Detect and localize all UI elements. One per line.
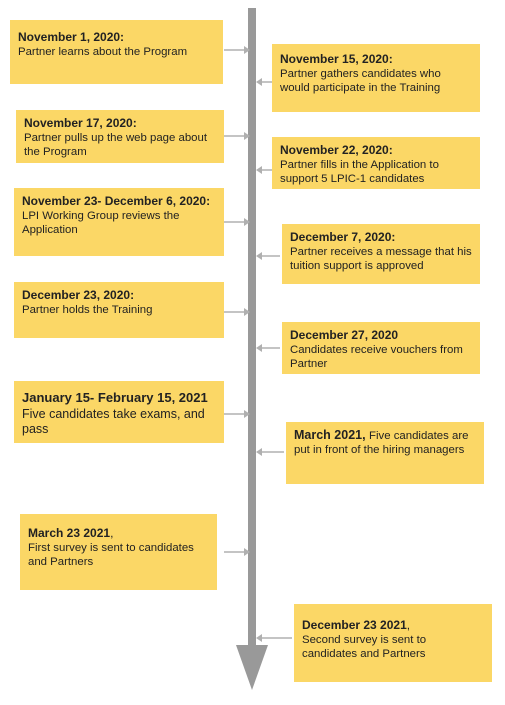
event-description: Candidates receive vouchers from Partner <box>290 343 463 370</box>
event-description: Partner holds the Training <box>22 303 153 316</box>
event-date: November 15, 2020: <box>280 52 393 66</box>
event-date: March 2021, <box>294 428 370 442</box>
timeline-event-6 <box>282 224 480 284</box>
event-description: Five candidates are put in front of the hiring managers <box>294 430 469 456</box>
event-description: Five candidates take exams, and pass <box>22 406 205 437</box>
event-description: Second survey is sent to candidates and Partners <box>302 633 427 660</box>
event-description: Partner learns about the Program <box>18 45 188 58</box>
timeline-event-12 <box>294 604 492 682</box>
timeline-arrowhead <box>236 645 268 690</box>
event-date: November 1, 2020: <box>18 30 125 44</box>
event-date: March 23 2021, <box>28 526 114 540</box>
event-date: December 27, 2020 <box>290 328 399 342</box>
timeline-event-1 <box>10 20 223 84</box>
event-date: November 22, 2020: <box>280 143 393 157</box>
timeline-event-10 <box>286 422 484 484</box>
event-date: December 7, 2020: <box>290 230 396 244</box>
timeline-event-8 <box>282 322 480 374</box>
event-description: Partner receives a message that his tuition support is approved <box>290 245 472 272</box>
timeline-event-7 <box>14 282 224 338</box>
event-description: Partner fills in the Application to support 5 LPIC-1 candidates <box>280 158 439 185</box>
event-description: Partner gathers candidates who would participate in the Training <box>280 67 441 94</box>
event-description: Partner pulls up the web page about the Program <box>24 131 208 158</box>
timeline-event-11 <box>20 514 217 590</box>
timeline-event-9 <box>14 381 224 443</box>
event-date: December 23 2021, <box>302 618 411 632</box>
event-date: November 17, 2020: <box>24 116 137 130</box>
event-description: LPI Working Group reviews the Application <box>22 209 180 236</box>
timeline-event-3 <box>16 110 224 163</box>
timeline-event-4 <box>272 137 480 189</box>
timeline-event-5 <box>14 188 224 256</box>
timeline-event-2 <box>272 44 480 112</box>
event-date: December 23, 2020: <box>22 288 135 302</box>
event-date: January 15- February 15, 2021 <box>22 390 208 405</box>
event-description: First survey is sent to candidates and Partners <box>28 541 194 568</box>
event-date: November 23- December 6, 2020: <box>22 194 211 208</box>
